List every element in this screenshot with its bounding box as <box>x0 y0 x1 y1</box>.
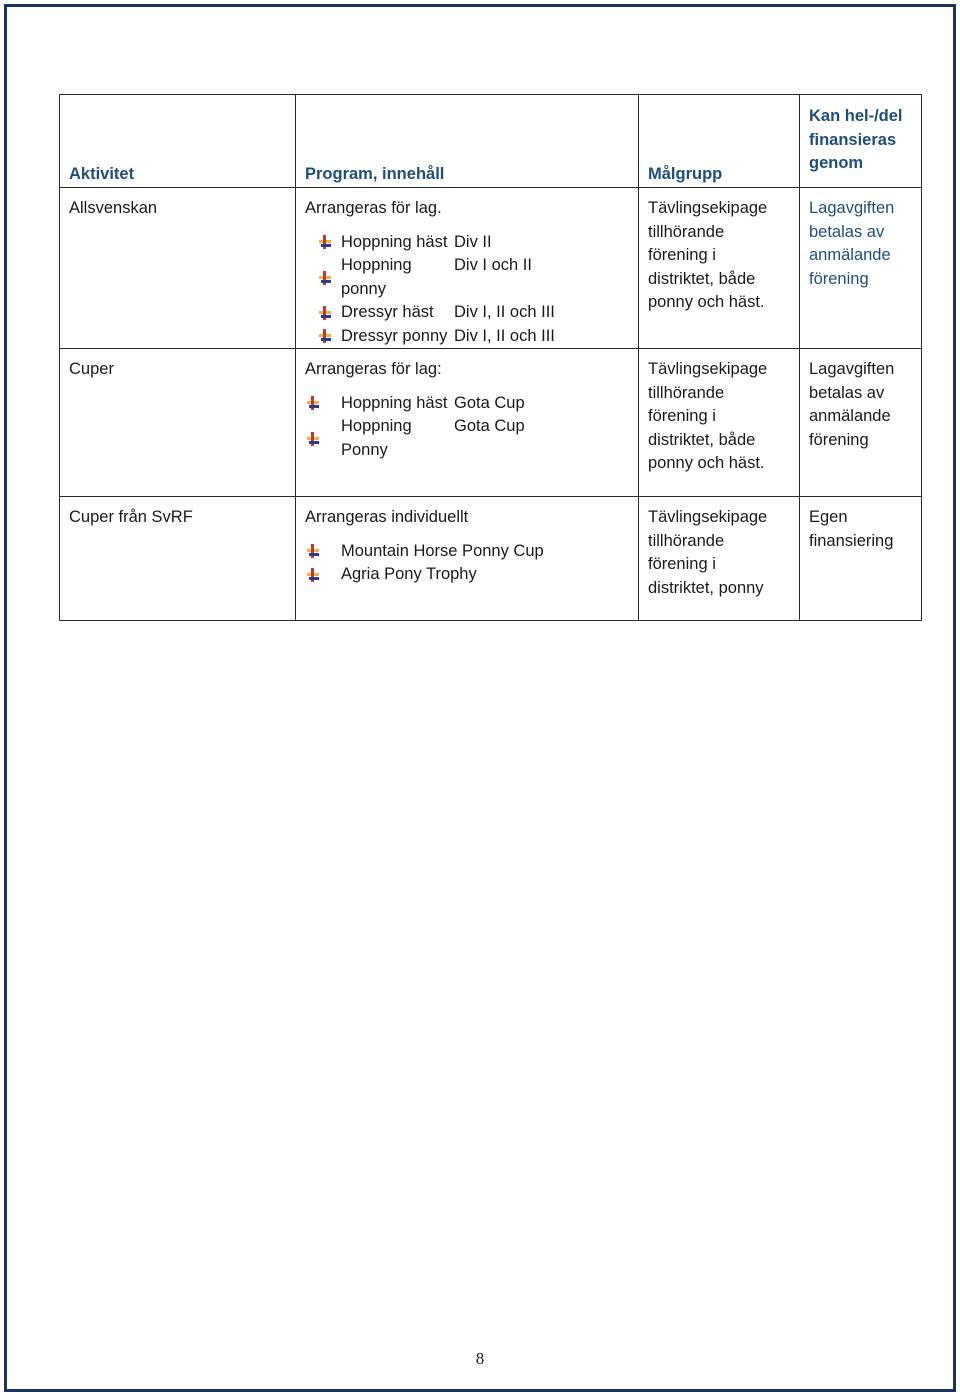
item-label: Agria Pony Trophy <box>341 565 477 583</box>
text-line: Tävlingsekipage <box>648 360 768 378</box>
item-label: Hoppning häst <box>341 393 448 412</box>
list-item <box>305 301 454 325</box>
text-line: distriktet, både <box>648 269 756 288</box>
colored-cross-bullet-icon <box>305 395 341 411</box>
item-label: Hoppning häst <box>341 232 448 251</box>
program-items <box>305 231 638 349</box>
item-label: Hoppning ponny <box>341 256 412 298</box>
list-item <box>305 325 454 349</box>
text-line: betalas av <box>809 383 885 402</box>
text-line: distriktet, ponny <box>648 578 764 597</box>
colored-cross-bullet-icon <box>317 234 341 250</box>
text-line: förening <box>809 269 869 288</box>
item-value: Div I, II och III <box>454 303 555 321</box>
colored-cross-bullet-icon <box>305 543 341 559</box>
colored-cross-bullet-icon <box>317 328 341 344</box>
cell-aktivitet: Allsvenskan <box>60 188 296 349</box>
table-row <box>60 349 922 497</box>
program-intro: Arrangeras för lag: <box>305 360 442 378</box>
cell-aktivitet: Cuper <box>60 349 296 497</box>
program-intro: Arrangeras för lag. <box>305 199 442 217</box>
item-value: Div II <box>454 232 492 251</box>
text-line: tillhörande <box>648 531 725 550</box>
list-item <box>305 540 565 564</box>
list-item <box>305 254 454 301</box>
program-items <box>305 392 638 463</box>
header-program: Program, innehåll <box>296 95 639 188</box>
program-items <box>305 540 638 587</box>
item-label: Dressyr ponny <box>341 326 448 345</box>
colored-cross-bullet-icon <box>317 305 341 321</box>
header-malgrupp: Målgrupp <box>639 95 800 188</box>
cell-program <box>296 497 639 621</box>
list-item <box>305 231 454 255</box>
list-item <box>305 563 565 587</box>
colored-cross-bullet-icon <box>305 567 341 583</box>
item-label: Hoppning Ponny <box>341 417 412 459</box>
text-line: förening i <box>648 246 716 264</box>
text-line: finansiering <box>809 531 894 550</box>
table-row <box>60 188 922 349</box>
cell-program <box>296 349 639 497</box>
text-line: ponny och häst. <box>648 454 765 472</box>
colored-cross-bullet-icon <box>305 431 341 447</box>
page-number: 8 <box>475 1349 485 1368</box>
item-label: Dressyr häst <box>341 303 434 321</box>
cell-finansiering <box>800 497 922 621</box>
list-item <box>305 415 454 462</box>
cell-finansiering <box>800 188 922 349</box>
text-line: distriktet, både <box>648 430 756 449</box>
item-value: Div I, II och III <box>454 326 555 345</box>
cell-aktivitet: Cuper från SvRF <box>60 497 296 621</box>
text-line: Egen <box>809 508 848 526</box>
table-row <box>60 497 922 621</box>
activity-table <box>59 94 922 621</box>
text-line: förening i <box>648 407 716 425</box>
cell-malgrupp <box>639 349 800 497</box>
text-line: anmälande <box>809 407 891 425</box>
table-header-row <box>60 95 922 188</box>
item-label: Mountain Horse Ponny Cup <box>341 541 544 560</box>
item-value: Gota Cup <box>454 417 525 435</box>
text-line: tillhörande <box>648 383 725 402</box>
text-line: anmälande <box>809 246 891 264</box>
cell-malgrupp <box>639 497 800 621</box>
header-finansiering-line: finansieras <box>809 130 897 149</box>
text-line: Lagavgiften <box>809 199 895 217</box>
text-line: förening i <box>648 555 716 573</box>
text-line: betalas av <box>809 222 885 241</box>
text-line: Tävlingsekipage <box>648 199 768 217</box>
program-intro: Arrangeras individuellt <box>305 508 469 526</box>
cell-malgrupp <box>639 188 800 349</box>
cell-finansiering <box>800 349 922 497</box>
text-line: tillhörande <box>648 222 725 241</box>
item-value: Div I och II <box>454 256 532 274</box>
text-line: Lagavgiften <box>809 360 895 378</box>
text-line: förening <box>809 430 869 449</box>
header-finansiering-line: genom <box>809 154 864 172</box>
header-aktivitet: Aktivitet <box>60 95 296 188</box>
colored-cross-bullet-icon <box>317 270 341 286</box>
cell-program <box>296 188 639 349</box>
text-line: ponny och häst. <box>648 293 765 311</box>
header-finansiering <box>800 95 922 188</box>
text-line: Tävlingsekipage <box>648 508 768 526</box>
header-finansiering-line: Kan hel-/del <box>809 107 903 125</box>
list-item <box>305 392 454 416</box>
item-value: Gota Cup <box>454 393 525 412</box>
